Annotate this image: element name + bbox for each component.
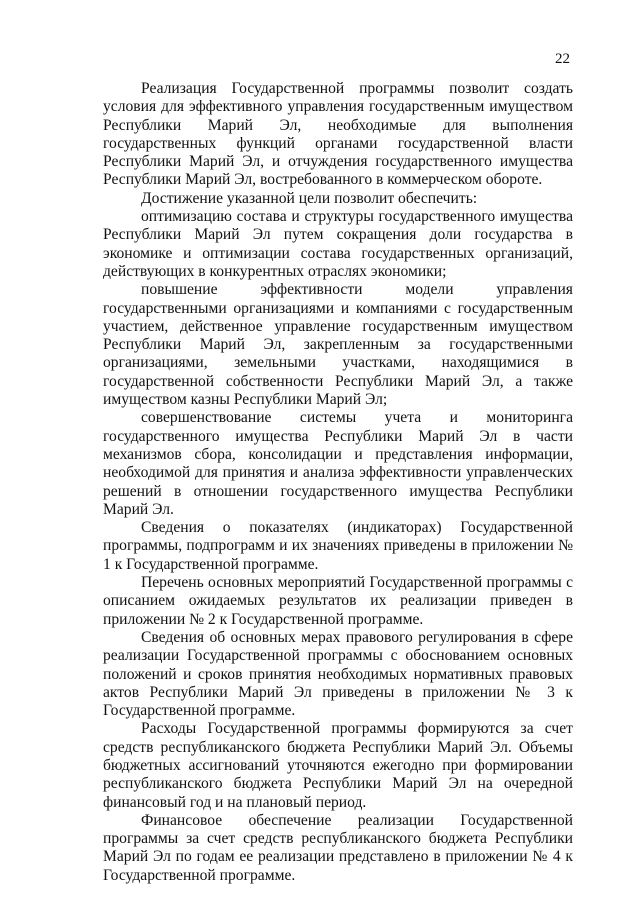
paragraph-optimization: оптимизацию состава и структуры государственного имущества Республики Марий Эл путем сокращения доли государства в экономике и оптимизации состава государственных организаций, действующих в конкурентных отраслях экономики; [103,208,573,280]
paragraph-program-goal: Реализация Государственной программы позволит создать условия для эффективного управления государственным имуществом Республики Марий Эл, необходимые для выполнения государственных функций органами государственной власти Республики Марий Эл, и отчуждения государственного имущества Республики Марий Эл, востребованного в коммерческом обороте. [103,80,573,189]
paragraph-expenses: Расходы Государственной программы формируются за счет средств республиканского бюджета Республики Марий Эл. Объемы бюджетных ассигнований уточняются ежегодно при формировании республиканского бюджета Республики Марий Эл на очередной финансовый год и на плановый период. [103,720,573,811]
paragraph-accounting: совершенствование системы учета и мониторинга государственного имущества Республики Марий Эл в части механизмов сбора, консолидации и представления информации, необходимой для принятия и анализа эффективности управленческих решений в отношении государственного имущества Республики Марий Эл. [103,409,573,518]
paragraph-efficiency: повышение эффективности модели управления государственными организациями и компаниями с государственным участием, действенное управление государственным имуществом Республики Марий Эл, закрепленным за государственными организациями, земельными участками, находящимися в государственной собственности Республики Марий Эл, а также имуществом казны Республики Марий Эл; [103,281,573,409]
paragraph-goal-intro: Достижение указанной цели позволит обеспечить: [141,189,478,207]
paragraph-legal-regulation: Сведения об основных мерах правового регулирования в сфере реализации Государственной программы с обоснованием основных положений и сроков принятия необходимых нормативных правовых актов Республики Марий Эл приведены в приложении № 3 к Государственной программе. [103,628,573,720]
document-body [103,80,573,885]
paragraph-activities: Перечень основных мероприятий Государственной программы с описанием ожидаемых результатов их реализации приведен в приложении № 2 к Государственной программе. [103,574,573,628]
paragraph-indicators: Сведения о показателях (индикаторах) Государственной программы, подпрограмм и их значениях приведены в приложении № 1 к Государственной программе. [103,519,573,573]
page-number: 22 [555,51,570,67]
paragraph-financing: Финансовое обеспечение реализации Государственной программы за счет средств республиканского бюджета Республики Марий Эл по годам ее реализации представлено в приложении № 4 к Государственной программе. [103,811,573,884]
